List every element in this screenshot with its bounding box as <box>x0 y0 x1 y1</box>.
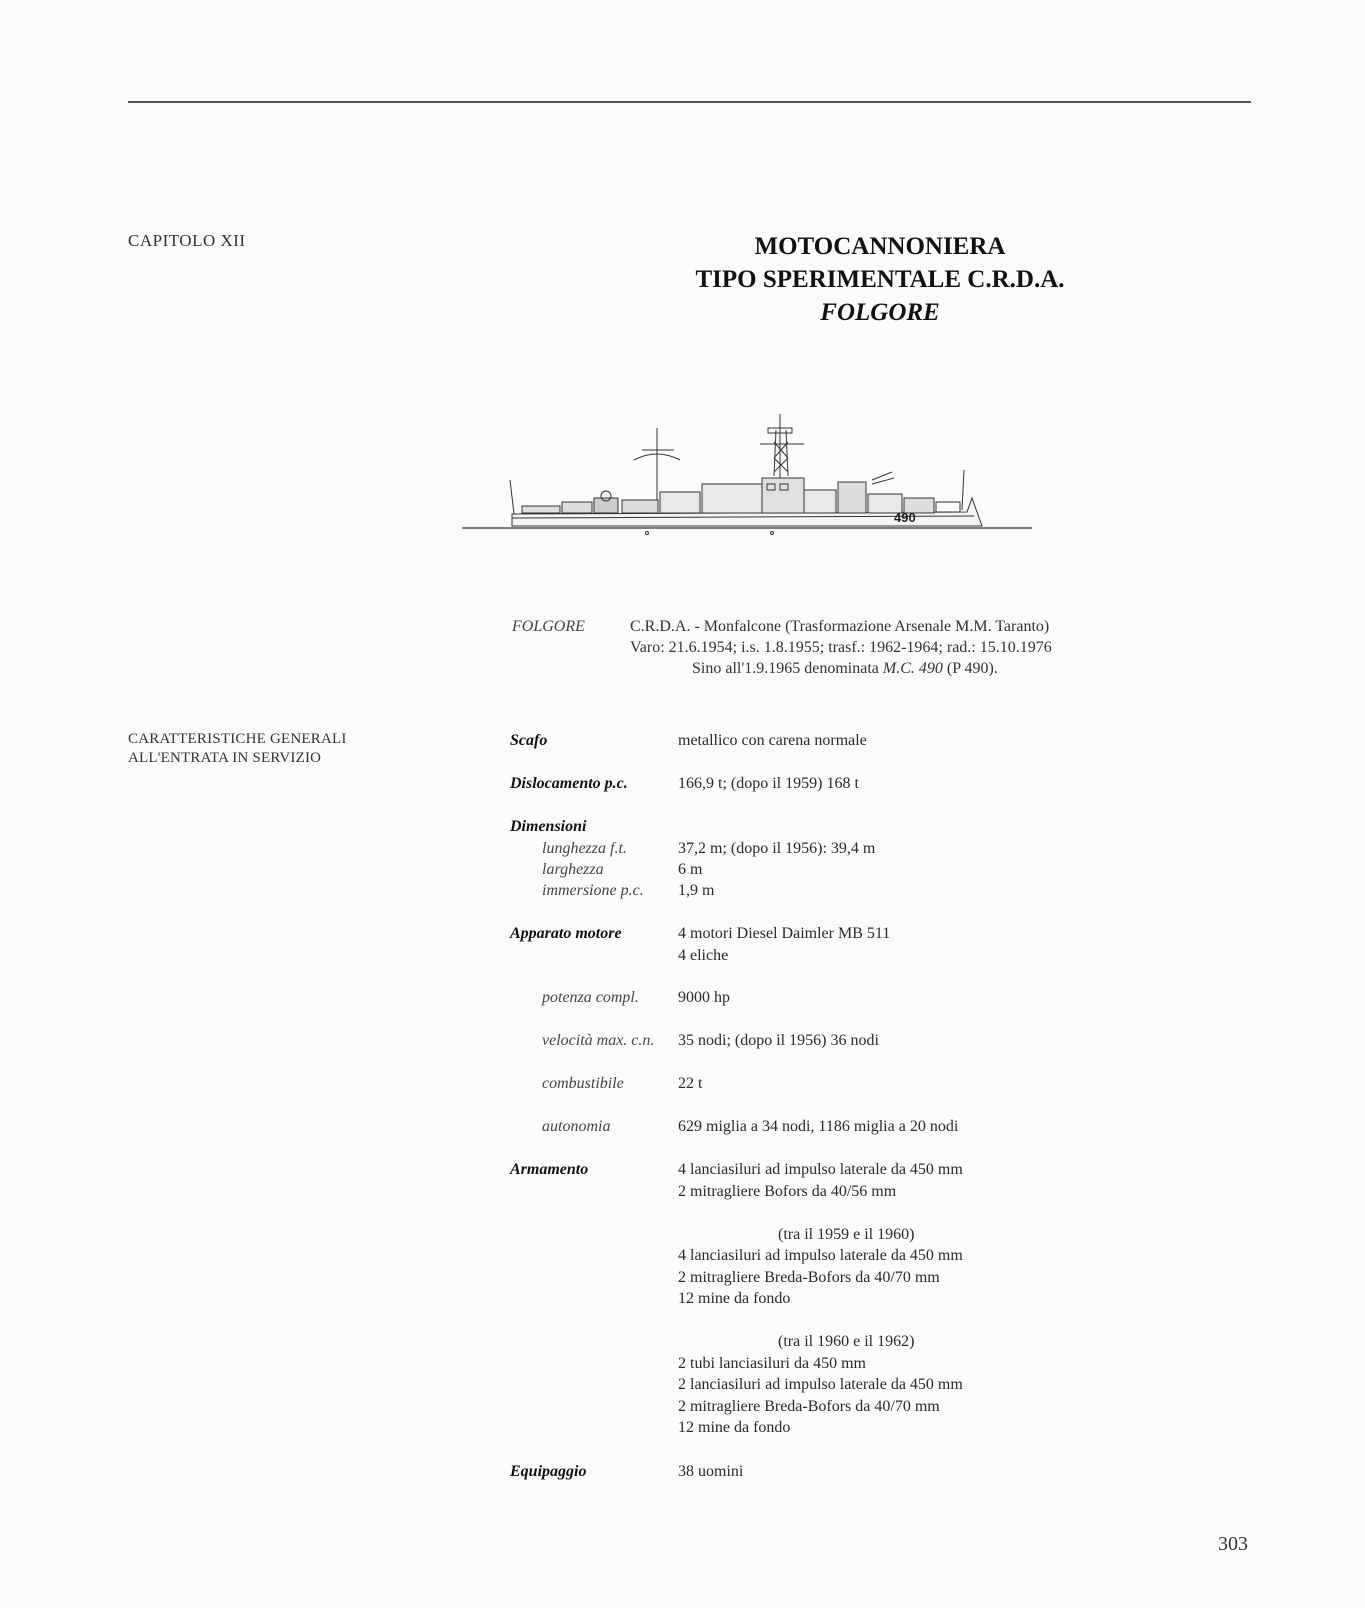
label-apparato: Apparato motore <box>510 925 622 942</box>
label-armamento: Armamento <box>510 1161 589 1178</box>
armament-period-1960: (tra il 1960 e il 1962) <box>778 1333 915 1350</box>
value-larghezza: 6 m <box>678 861 703 878</box>
header-rule <box>128 101 1251 103</box>
page-number: 303 <box>1218 1533 1248 1555</box>
former-name: M.C. 490 <box>882 660 943 677</box>
label-autonomia: autonomia <box>542 1118 611 1135</box>
renamed-line: Sino all'1.9.1965 denominata M.C. 490 (P 490). <box>692 660 998 677</box>
title-line-3: FOLGORE <box>820 299 940 326</box>
value-lunghezza: 37,2 m; (dopo il 1956): 39,4 m <box>678 840 876 857</box>
label-larghezza: larghezza <box>542 861 604 878</box>
label-lunghezza: lunghezza f.t. <box>542 840 627 857</box>
title-line-2: TIPO SPERIMENTALE C.R.D.A. <box>695 266 1065 293</box>
label-dimensioni: Dimensioni <box>510 818 587 835</box>
value-potenza: 9000 hp <box>678 989 730 1006</box>
title-line-1: MOTOCANNONIERA <box>754 233 1006 260</box>
value-immersione: 1,9 m <box>678 882 715 899</box>
section-heading: CARATTERISTICHE GENERALI ALL'ENTRATA IN SERVIZIO <box>128 731 347 766</box>
label-velocita: velocità max. c.n. <box>542 1032 655 1049</box>
hull-number: 490 <box>894 510 916 525</box>
builder-line: C.R.D.A. - Monfalcone (Trasformazione Arsenale M.M. Taranto) <box>630 618 1050 635</box>
label-scafo: Scafo <box>510 732 548 749</box>
dates-line: Varo: 21.6.1954; i.s. 1.8.1955; trasf.: 1962-1964; rad.: 15.10.1976 <box>630 639 1052 656</box>
label-equipaggio: Equipaggio <box>510 1463 587 1480</box>
label-immersione: immersione p.c. <box>542 882 644 899</box>
value-scafo: metallico con carena normale <box>678 732 867 749</box>
label-dislocamento: Dislocamento p.c. <box>510 775 628 792</box>
chapter-label: CAPITOLO XII <box>128 231 246 250</box>
value-apparato: 4 motori Diesel Daimler MB 511 4 eliche <box>678 925 891 964</box>
label-combustibile: combustibile <box>542 1075 624 1092</box>
label-potenza: potenza compl. <box>542 989 639 1006</box>
ship-name: FOLGORE <box>512 618 585 635</box>
value-equipaggio: 38 uomini <box>678 1463 744 1480</box>
ship-history <box>630 616 1052 679</box>
value-combustibile: 22 t <box>678 1075 703 1092</box>
ship-profile-drawing <box>462 412 1032 547</box>
value-dislocamento: 166,9 t; (dopo il 1959) 168 t <box>678 775 859 792</box>
armament-period-1959: (tra il 1959 e il 1960) <box>778 1225 915 1243</box>
value-armamento: 4 lanciasiluri ad impulso laterale da 450 mm 2 mitragliere Bofors da 40/56 mm (tra il 1959 e il 1960) 4 lanciasiluri ad impulso laterale da 450 mm 2 mitragliere Breda-Bofors da 40/70 mm 12 mine da fondo (tra il 1960 e il 1962) 2 tubi lanciasiluri da 450 mm 2 lanciasiluri ad impulso laterale da 450 mm 2 mitragliere Breda-Bofors da 40/70 mm 12 mine da fondo <box>678 1161 963 1436</box>
value-velocita: 35 nodi; (dopo il 1956) 36 nodi <box>678 1032 879 1049</box>
page-title <box>600 230 1160 329</box>
value-autonomia: 629 miglia a 34 nodi, 1186 miglia a 20 nodi <box>678 1118 959 1135</box>
